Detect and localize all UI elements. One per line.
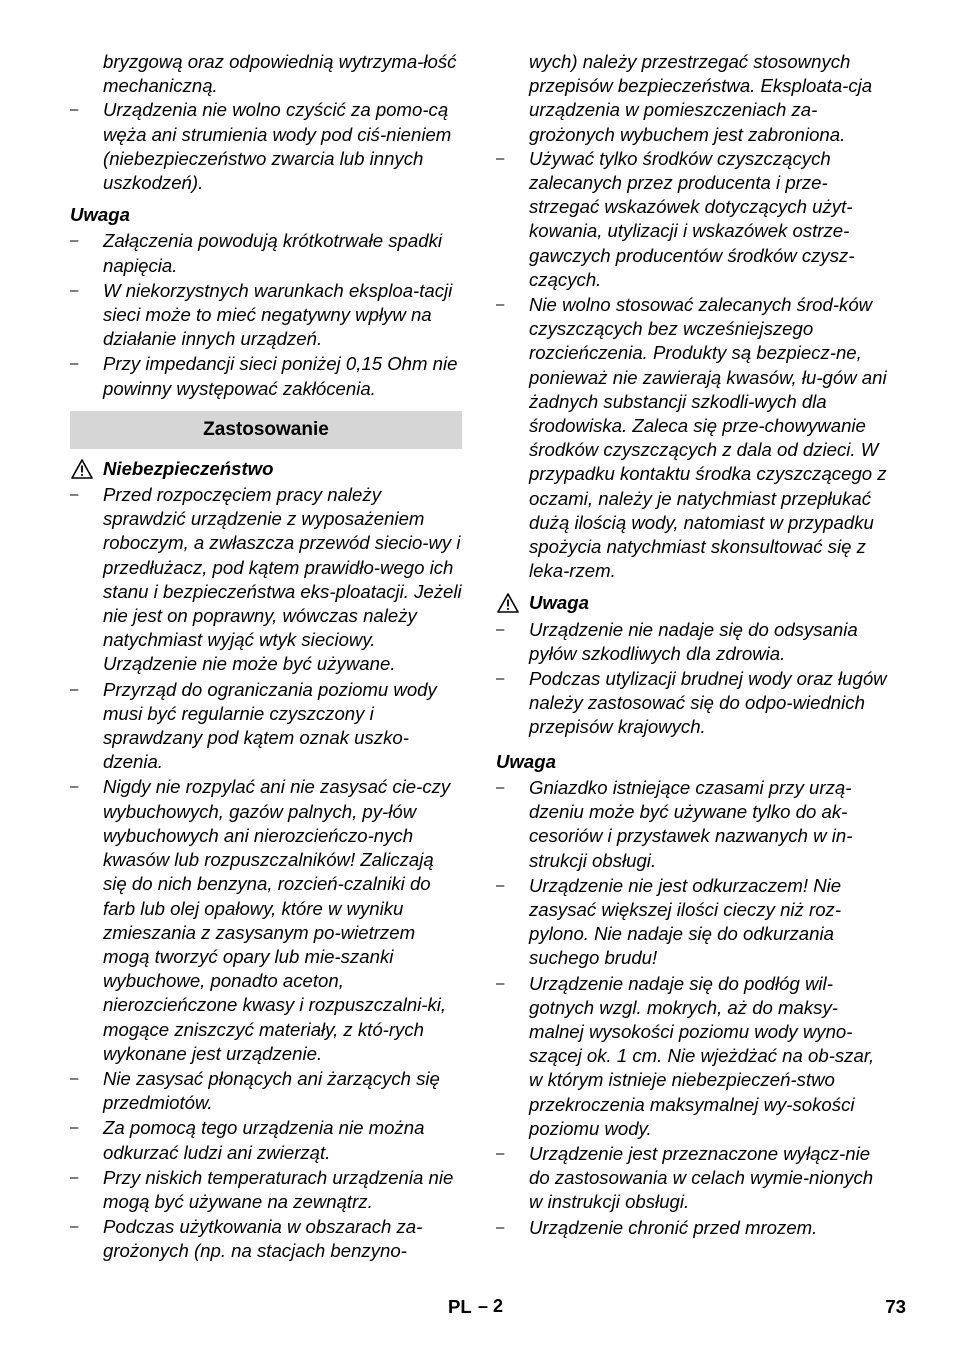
warning-heading-text: Uwaga	[529, 592, 589, 614]
warning-triangle-icon	[71, 459, 93, 479]
list-item	[496, 618, 888, 666]
danger-heading	[70, 457, 462, 481]
list-item	[70, 279, 462, 352]
footer-page-number: 73	[885, 1296, 906, 1317]
list-item	[70, 483, 462, 677]
list-item-text: Załączenia powodują krótkotrwałe spadki napięcia.	[103, 230, 442, 276]
list-item-text: Urządzenie chronić przed mrozem.	[529, 1216, 818, 1238]
list-item	[70, 1067, 462, 1115]
bullet-dash: –	[70, 281, 79, 299]
list-item-text: Nie wolno stosować zalecanych środ-ków czyszczących bez wcześniejszego rozcieńczenia. Produkty są bezpiecz-ne, ponieważ nie zawierają kwasów, łu-gów ani żadnych substancji szkodli-wych dla środowiska. Zaleca się prze-chowywanie środków czyszczących z dala od dzieci. W przypadku kontaktu środka czyszczącego z oczami, należy je natychmiast przepłukać dużą ilością wody, natomiast w przypadku spożycia natychmiast skonsultować się z leka-rzem.	[529, 294, 887, 582]
list-item-text: Podczas utylizacji brudnej wody oraz ługów należy zastosować się do odpo-wiednich przepisów krajowych.	[529, 668, 887, 738]
list-item	[70, 98, 462, 195]
list-item	[70, 775, 462, 1065]
list-item	[70, 1166, 462, 1214]
list-item-text: Urządzenie nadaje się do podłóg wil-gotnych wzgl. mokrych, aż do maksy-malnej wysokości poziomu wody wyno-szącej ok. 1 cm. Nie wjeżdżać na ob-szar, w którym istnieje niebezpieczeń-stwo przekroczenia maksymalnej wy-sokości poziomu wody.	[529, 972, 875, 1139]
note-heading: Uwaga	[70, 204, 130, 226]
list-item	[496, 1142, 888, 1215]
list-item	[70, 1215, 462, 1263]
list-item	[496, 667, 888, 740]
bullet-dash: –	[496, 778, 505, 796]
right-column	[496, 50, 888, 1241]
bullet-dash: –	[496, 1144, 505, 1162]
bullet-dash: –	[70, 1218, 79, 1236]
list-item-text: Przyrząd do ograniczania poziomu wody musi być regularnie czyszczony i sprawdzany pod kątem oznak uszko-dzenia.	[103, 678, 437, 773]
bullet-dash: –	[70, 680, 79, 698]
list-item-text: Gniazdko istniejące czasami przy urzą-dzeniu może być używane tylko do ak-cesoriów i przystawek nazwanych w in-strukcji obsługi.	[529, 776, 853, 871]
list-item-text: Nie zasysać płonących ani żarzących się przedmiotów.	[103, 1067, 440, 1114]
list-item-text: Przy niskich temperaturach urządzenia nie mogą być używane na zewnątrz.	[103, 1166, 454, 1212]
list-item-text: Nigdy nie rozpylać ani nie zasysać cie-czy wybuchowych, gazów palnych, py-łów wybuchowych ani nierozcieńczo-nych kwasów lub rozpuszczalników! Zaliczają się do nich benzyna, rozcień-czalniki do farb lub olej opałowy, które w wyniku zmieszania z zasysanym po-wietrzem mogą tworzyć opary lub mie-szanki wybuchowe, ponadto aceton, nierozcieńczone kwasy i rozpuszczalni-ki, mogące zniszczyć materiały, z któ-rych wykonane jest urządzenie.	[103, 776, 451, 1064]
bullet-dash: –	[496, 149, 505, 167]
list-item	[70, 229, 462, 277]
list-item	[70, 352, 462, 400]
list-item	[496, 293, 888, 583]
footer-local-page: – 2	[478, 1296, 504, 1316]
warning-triangle-icon	[497, 593, 519, 613]
bullet-dash: –	[70, 486, 79, 504]
left-column	[70, 50, 462, 1265]
list-item-text: Za pomocą tego urządzenia nie można odkurzać ludzi ani zwierząt.	[103, 1117, 425, 1163]
list-item	[70, 678, 462, 775]
bullet-dash: –	[496, 1218, 505, 1236]
bullet-dash: –	[70, 1119, 79, 1137]
list-item	[496, 972, 888, 1141]
bullet-dash: –	[70, 1168, 79, 1186]
footer-language: PL	[448, 1296, 472, 1317]
list-item-text: Używać tylko środków czyszczących zalecanych przez producenta i prze-strzegać wskazówek dotyczących użyt-kowania, utylizacji i wskazówek ostrze-gawczych producentów środków czysz-czących.	[529, 147, 855, 290]
continued-text: wych) należy przestrzegać stosownych przepisów bezpieczeństwa. Eksploata-cja urządzenia w pomieszczeniach za-grożonych wybuchem jest zabroniona.	[529, 51, 873, 145]
list-item-text: Podczas użytkowania w obszarach za-grożonych (np. na stacjach benzyno-	[103, 1216, 423, 1262]
list-item-text: Przy impedancji sieci poniżej 0,15 Ohm nie powinny występować zakłócenia.	[103, 353, 458, 399]
list-item-text: Urządzenie jest przeznaczone wyłącz-nie do zastosowania w celach wymie-nionych w instrukcji obsługi.	[529, 1142, 874, 1213]
bullet-dash: –	[496, 876, 505, 894]
list-item-text: Urządzenie nie nadaje się do odsysania pyłów szkodliwych dla zdrowia.	[529, 618, 858, 664]
list-item-text: W niekorzystnych warunkach eksploa-tacji sieci może to mieć negatywny wpływ na działanie innych urządzeń.	[103, 279, 453, 350]
bullet-dash: –	[70, 232, 79, 250]
bullet-dash: –	[496, 620, 505, 638]
bullet-dash: –	[70, 355, 79, 373]
bullet-dash: –	[496, 974, 505, 992]
danger-heading-text: Niebezpieczeństwo	[103, 457, 274, 479]
bullet-dash: –	[496, 296, 505, 314]
bullet-dash: –	[496, 670, 505, 688]
continued-text: bryzgową oraz odpowiednią wytrzyma-łość mechaniczną.	[103, 51, 457, 97]
list-item	[496, 874, 888, 971]
list-item-text: Urządzenia nie wolno czyścić za pomo-cą węża ani strumienia wody pod ciś-nieniem (niebezpieczeństwo zwarcia lub innych uszkodzeń).	[103, 99, 452, 194]
bullet-dash: –	[70, 1069, 79, 1087]
list-item	[496, 1216, 888, 1240]
list-item-text: Urządzenie nie jest odkurzaczem! Nie zasysać większej ilości cieczy niż roz-pylono. Nie nadaje się do odkurzania suchego brudu!	[529, 874, 842, 969]
warning-heading	[496, 591, 888, 615]
list-item	[496, 776, 888, 873]
note-heading: Uwaga	[496, 750, 556, 772]
bullet-dash: –	[70, 101, 79, 119]
bullet-dash: –	[70, 778, 79, 796]
list-item-text: Przed rozpoczęciem pracy należy sprawdzić urządzenie z wyposażeniem roboczym, a zwłaszcza przewód siecio-wy i przedłużacz, pod kątem prawidło-wego ich stanu i bezpieczeństwa eks-ploatacji. Jeżeli nie jest on poprawny, wówczas należy natychmiast wyjąć wtyk sieciowy. Urządzenie nie może być używane.	[103, 484, 462, 675]
list-item	[496, 147, 888, 292]
section-title: Zastosowanie	[70, 411, 462, 449]
list-item	[70, 1116, 462, 1164]
